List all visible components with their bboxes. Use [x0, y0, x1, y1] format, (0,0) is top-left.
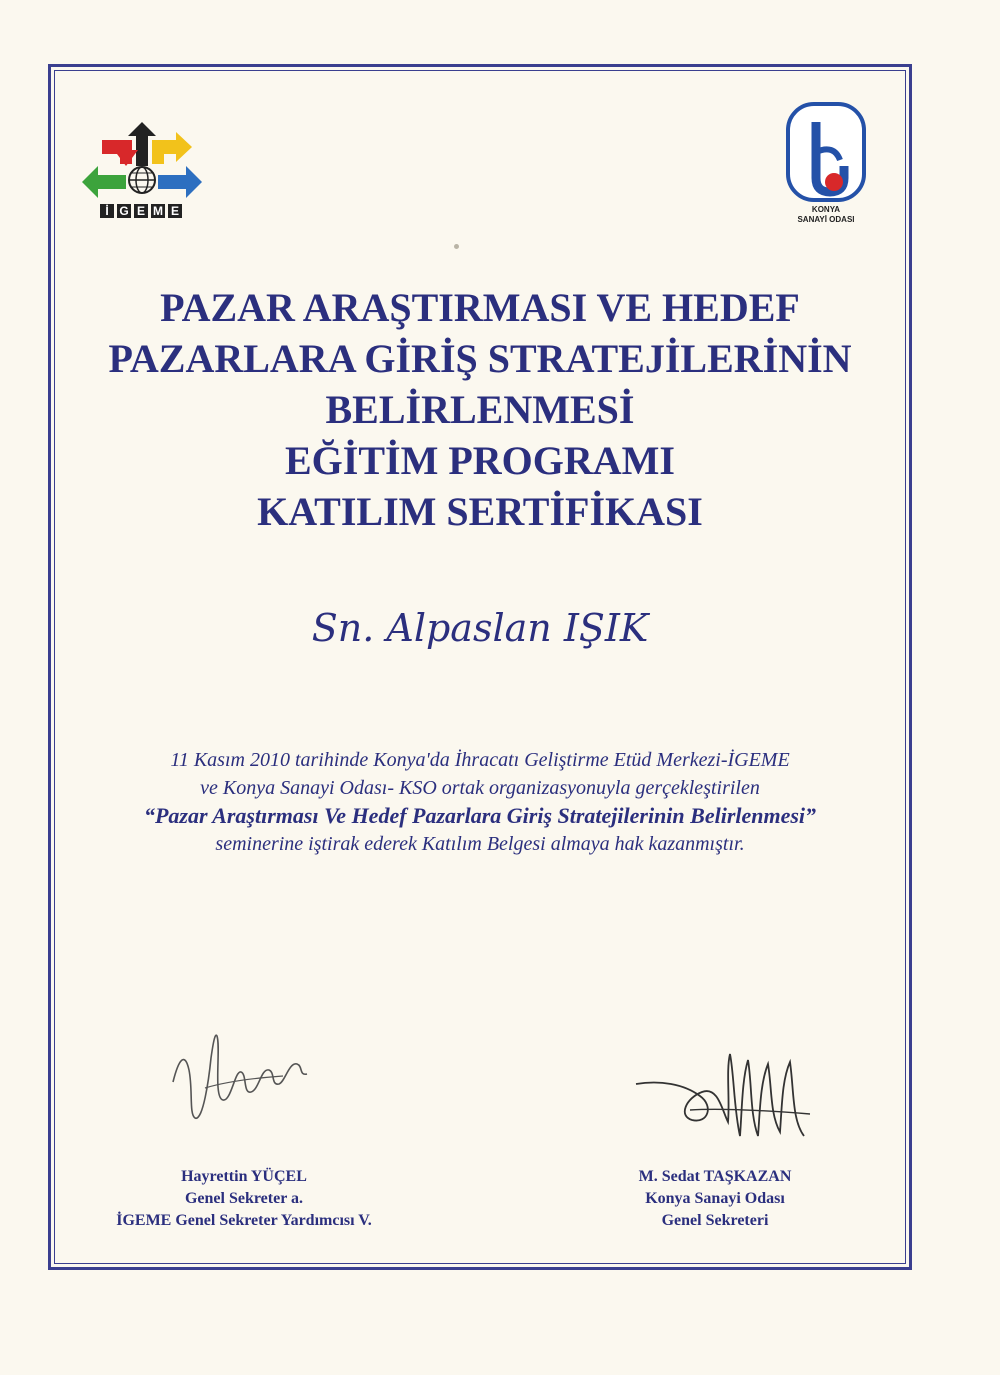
kso-logo-line2: SANAYİ ODASI: [797, 215, 855, 224]
signer-right-name: M. Sedat TAŞKAZAN: [638, 1168, 792, 1185]
kso-logo: [776, 100, 876, 226]
recipient-name: Sn. Alpaslan IŞIK: [311, 606, 649, 650]
svg-text:E: E: [170, 204, 180, 218]
body-line-2: ve Konya Sanayi Odası- KSO ortak organizasyonuyla gerçekleştirilen: [200, 777, 760, 799]
body-line-3-seminar-title: “Pazar Araştırması Ve Hedef Pazarlara Giriş Stratejilerinin Belirlenmesi”: [143, 803, 817, 828]
title-line-5: KATILIM SERTİFİKASI: [257, 489, 703, 534]
svg-text:İ: İ: [105, 204, 109, 218]
signer-right: [560, 1166, 870, 1232]
signer-right-title-1: Konya Sanayi Odası: [645, 1190, 785, 1207]
signature-right-icon: [630, 1040, 820, 1150]
svg-text:E: E: [136, 204, 146, 218]
signer-right-title-2: Genel Sekreteri: [661, 1212, 769, 1229]
title-line-3: BELİRLENMESİ: [325, 387, 635, 432]
title-line-4: EĞİTİM PROGRAMI: [285, 438, 675, 483]
svg-text:M: M: [153, 204, 163, 218]
svg-text:G: G: [119, 204, 129, 218]
signer-left-name: Hayrettin YÜÇEL: [181, 1168, 307, 1185]
signature-left-icon: [165, 1018, 325, 1128]
paper-speck: [454, 244, 459, 249]
igeme-logo: [80, 120, 204, 220]
certificate-title: [60, 282, 900, 537]
kso-logo-line1: KONYA: [811, 205, 841, 214]
kso-emblem-icon: [776, 100, 876, 226]
signer-left-title-2: İGEME Genel Sekreter Yardımcısı V.: [116, 1212, 372, 1229]
signer-left-title-1: Genel Sekreter a.: [184, 1190, 304, 1207]
signer-left: [60, 1166, 428, 1232]
body-line-4: seminerine iştirak ederek Katılım Belgesi almaya hak kazanmıştır.: [215, 833, 745, 855]
body-line-1: 11 Kasım 2010 tarihinde Konya'da İhracatı Geliştirme Etüd Merkezi-İGEME: [170, 749, 790, 771]
certificate-body: [60, 746, 900, 858]
title-line-1: PAZAR ARAŞTIRMASI VE HEDEF: [160, 285, 800, 330]
title-line-2: PAZARLARA GİRİŞ STRATEJİLERİNİN: [108, 336, 852, 381]
